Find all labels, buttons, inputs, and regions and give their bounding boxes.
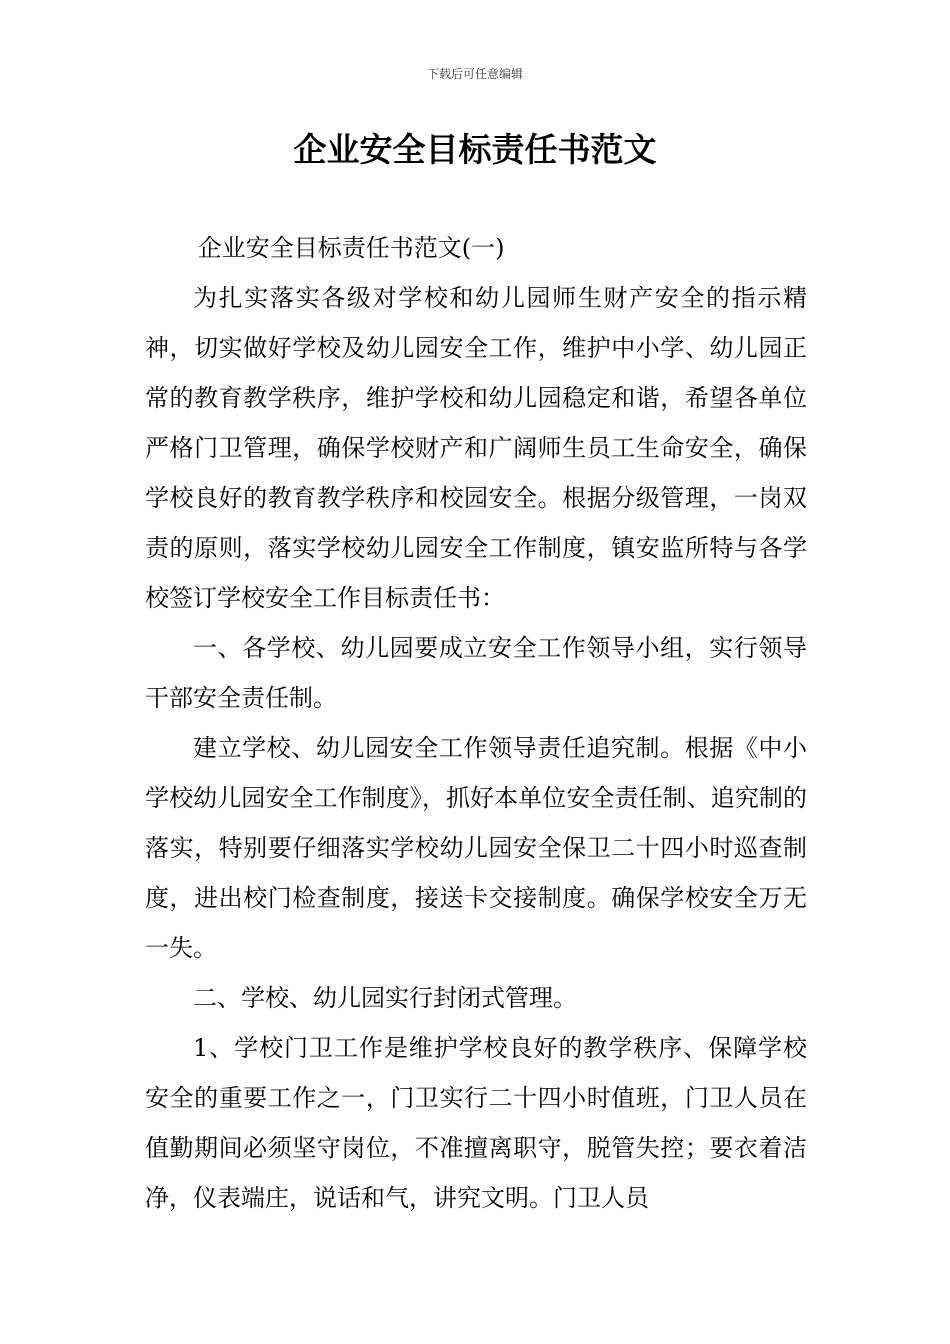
paragraph-item-1: 一、各学校、幼儿园要成立安全工作领导小组，实行领导干部安全责任制。 <box>145 634 807 712</box>
document-title: 企业安全目标责任书范文 <box>293 130 657 169</box>
paragraph-gate-duty: 1、学校门卫工作是维护学校良好的教学秩序、保障学校安全的重要工作之一，门卫实行二十四小时值班，门卫人员在值勤期间必须坚守岗位，不准擅离职守，脱管失控；要衣着洁净，仪表端庄，说话和气，讲究文明。门卫人员 <box>145 1034 807 1212</box>
paragraph-item-2: 二、学校、幼儿园实行封闭式管理。 <box>193 984 577 1012</box>
header-note: 下载后可任意编辑 <box>426 67 523 81</box>
paragraph-responsibility: 建立学校、幼儿园安全工作领导责任追究制。根据《中小学校幼儿园安全工作制度》，抓好本单位安全责任制、追究制的落实，特别要仔细落实学校幼儿园安全保卫二十四小时巡查制度，进出校门检查制度，接送卡交接制度。确保学校安全万无一失。 <box>145 734 807 962</box>
document-body <box>145 223 807 1223</box>
section-subtitle: 企业安全目标责任书范文(一) <box>197 234 505 262</box>
paragraph-intro: 为扎实落实各级对学校和幼儿园师生财产安全的指示精神，切实做好学校及幼儿园安全工作，维护中小学、幼儿园正常的教育教学秩序，维护学校和幼儿园稳定和谐，希望各单位严格门卫管理，确保学校财产和广阔师生员工生命安全，确保学校良好的教育教学秩序和校园安全。根据分级管理，一岗双责的原则，落实学校幼儿园安全工作制度，镇安监所特与各学校签订学校安全工作目标责任书： <box>145 284 807 612</box>
